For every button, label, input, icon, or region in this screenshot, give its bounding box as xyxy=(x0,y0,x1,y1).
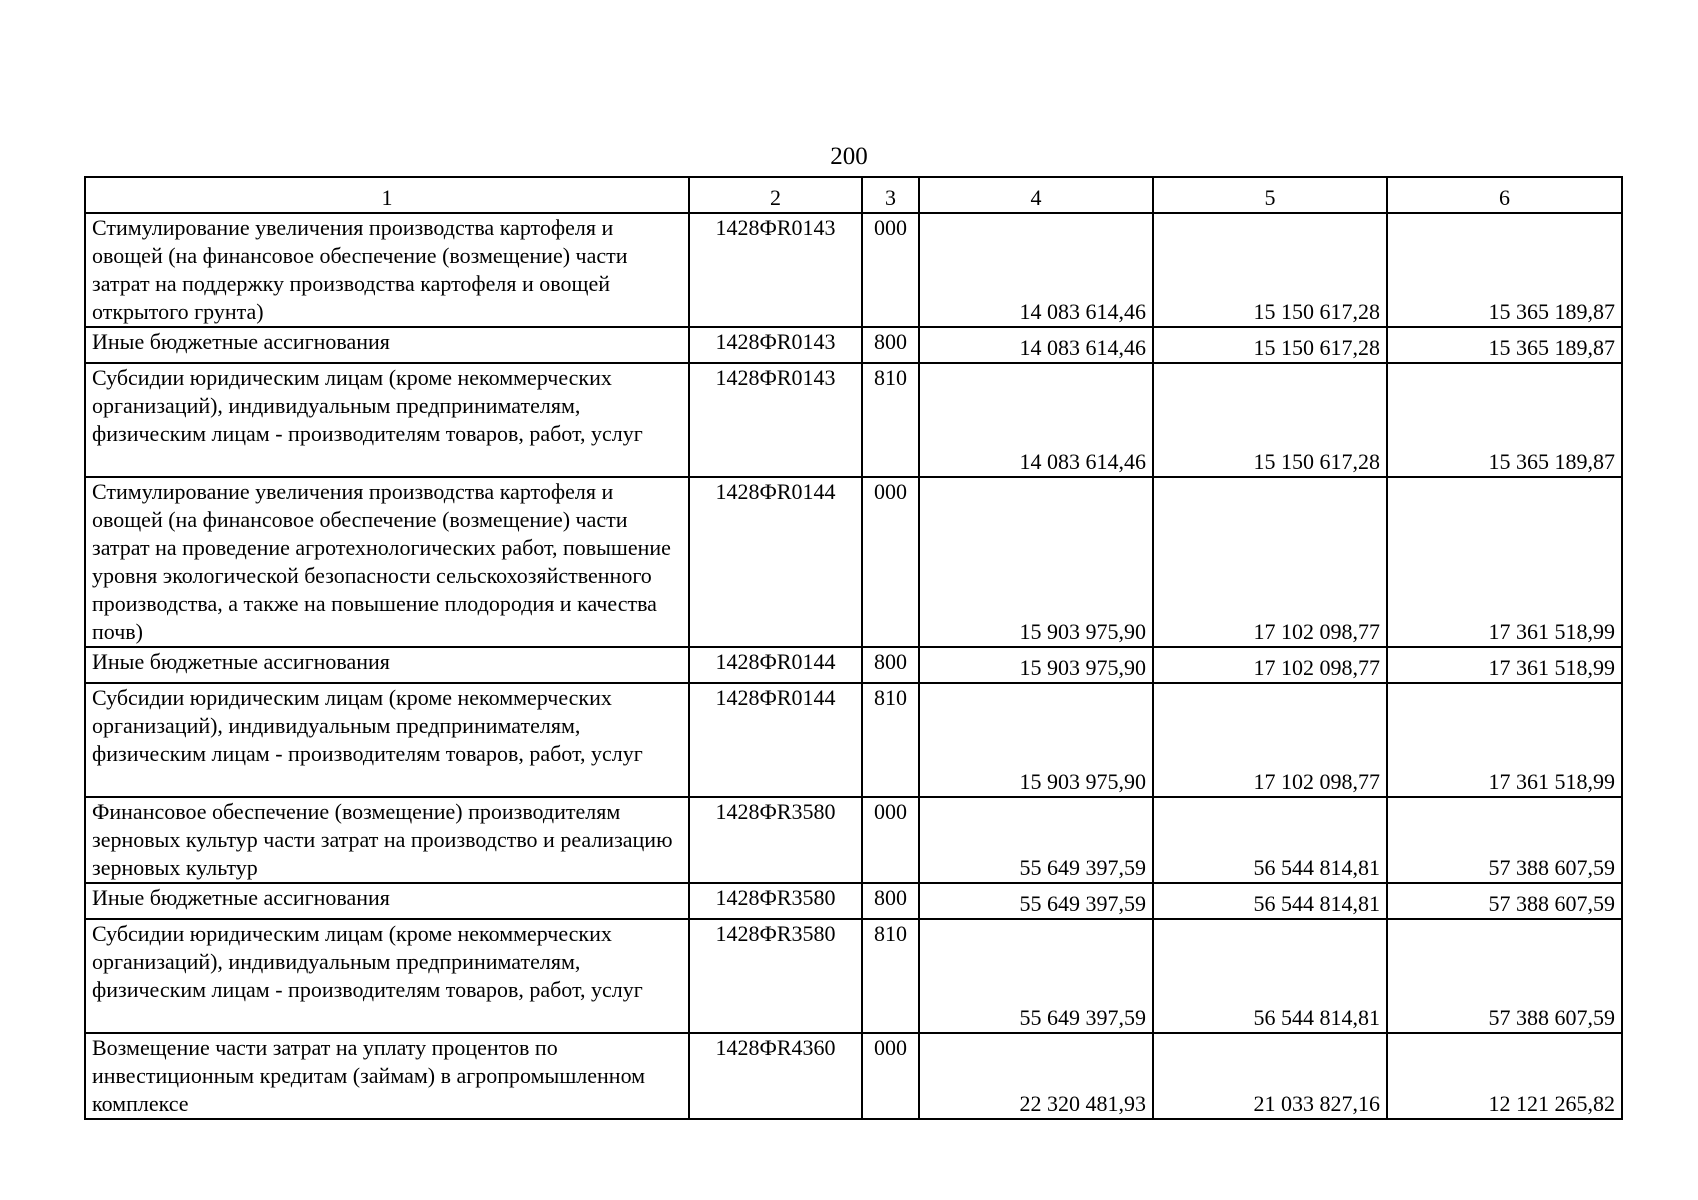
table-row xyxy=(85,883,1622,919)
table-row xyxy=(85,327,1622,363)
row-value-4: 55 649 397,59 xyxy=(919,883,1153,919)
column-header-4: 4 xyxy=(919,177,1153,213)
row-name: Субсидии юридическим лицам (кроме некоммерческих организаций), индивидуальным предпринимателям, физическим лицам - производителям товаров, работ, услуг xyxy=(85,919,689,1033)
row-value-5: 21 033 827,16 xyxy=(1153,1033,1387,1119)
budget-table xyxy=(84,176,1623,1120)
row-value-5: 56 544 814,81 xyxy=(1153,919,1387,1033)
row-value-4: 14 083 614,46 xyxy=(919,363,1153,477)
row-value-4: 15 903 975,90 xyxy=(919,647,1153,683)
row-value-6: 15 365 189,87 xyxy=(1387,363,1622,477)
row-value-6: 57 388 607,59 xyxy=(1387,797,1622,883)
row-name: Стимулирование увеличения производства картофеля и овощей (на финансовое обеспечение (возмещение) части затрат на поддержку производства картофеля и овощей открытого грунта) xyxy=(85,213,689,327)
row-value-5: 15 150 617,28 xyxy=(1153,363,1387,477)
row-value-6: 17 361 518,99 xyxy=(1387,683,1622,797)
row-name: Стимулирование увеличения производства картофеля и овощей (на финансовое обеспечение (возмещение) части затрат на проведение агротехнологических работ, повышение уровня экологической безопасности сельскохозяйственного производства, а также на повышение плодородия и качества почв) xyxy=(85,477,689,647)
row-type: 000 xyxy=(862,477,919,647)
row-value-6: 12 121 265,82 xyxy=(1387,1033,1622,1119)
row-value-5: 15 150 617,28 xyxy=(1153,213,1387,327)
row-name: Иные бюджетные ассигнования xyxy=(85,327,689,363)
row-value-6: 57 388 607,59 xyxy=(1387,919,1622,1033)
page-number: 200 xyxy=(830,143,868,170)
row-value-5: 15 150 617,28 xyxy=(1153,327,1387,363)
row-code: 1428ФR0143 xyxy=(689,327,862,363)
table-row xyxy=(85,919,1622,1033)
row-name: Возмещение части затрат на уплату процентов по инвестиционным кредитам (займам) в агропромышленном комплексе xyxy=(85,1033,689,1119)
row-type: 810 xyxy=(862,919,919,1033)
row-type: 800 xyxy=(862,647,919,683)
column-header-2: 2 xyxy=(689,177,862,213)
row-name: Субсидии юридическим лицам (кроме некоммерческих организаций), индивидуальным предпринимателям, физическим лицам - производителям товаров, работ, услуг xyxy=(85,363,689,477)
row-value-4: 14 083 614,46 xyxy=(919,213,1153,327)
table-row xyxy=(85,477,1622,647)
row-name: Субсидии юридическим лицам (кроме некоммерческих организаций), индивидуальным предпринимателям, физическим лицам - производителям товаров, работ, услуг xyxy=(85,683,689,797)
row-value-6: 17 361 518,99 xyxy=(1387,647,1622,683)
table-row xyxy=(85,647,1622,683)
row-name: Иные бюджетные ассигнования xyxy=(85,883,689,919)
column-header-3: 3 xyxy=(862,177,919,213)
row-code: 1428ФR0143 xyxy=(689,213,862,327)
row-value-4: 15 903 975,90 xyxy=(919,683,1153,797)
column-header-5: 5 xyxy=(1153,177,1387,213)
row-type: 800 xyxy=(862,883,919,919)
row-code: 1428ФR3580 xyxy=(689,919,862,1033)
row-value-5: 56 544 814,81 xyxy=(1153,797,1387,883)
table-row xyxy=(85,683,1622,797)
row-code: 1428ФR4360 xyxy=(689,1033,862,1119)
row-type: 810 xyxy=(862,683,919,797)
table-row xyxy=(85,1033,1622,1119)
row-value-5: 56 544 814,81 xyxy=(1153,883,1387,919)
row-type: 000 xyxy=(862,797,919,883)
row-value-6: 57 388 607,59 xyxy=(1387,883,1622,919)
row-code: 1428ФR3580 xyxy=(689,883,862,919)
row-code: 1428ФR0143 xyxy=(689,363,862,477)
row-name: Иные бюджетные ассигнования xyxy=(85,647,689,683)
row-value-4: 22 320 481,93 xyxy=(919,1033,1153,1119)
column-header-1: 1 xyxy=(85,177,689,213)
row-code: 1428ФR0144 xyxy=(689,647,862,683)
table-row xyxy=(85,213,1622,327)
table-row xyxy=(85,797,1622,883)
column-header-6: 6 xyxy=(1387,177,1622,213)
header-row xyxy=(85,177,1622,213)
row-type: 810 xyxy=(862,363,919,477)
row-value-4: 15 903 975,90 xyxy=(919,477,1153,647)
row-name: Финансовое обеспечение (возмещение) производителям зерновых культур части затрат на производство и реализацию зерновых культур xyxy=(85,797,689,883)
row-type: 800 xyxy=(862,327,919,363)
table-row xyxy=(85,363,1622,477)
row-value-4: 55 649 397,59 xyxy=(919,919,1153,1033)
row-value-5: 17 102 098,77 xyxy=(1153,647,1387,683)
row-value-6: 15 365 189,87 xyxy=(1387,327,1622,363)
row-value-4: 14 083 614,46 xyxy=(919,327,1153,363)
row-value-5: 17 102 098,77 xyxy=(1153,477,1387,647)
row-code: 1428ФR0144 xyxy=(689,477,862,647)
row-code: 1428ФR3580 xyxy=(689,797,862,883)
row-value-6: 15 365 189,87 xyxy=(1387,213,1622,327)
row-code: 1428ФR0144 xyxy=(689,683,862,797)
row-type: 000 xyxy=(862,1033,919,1119)
row-value-4: 55 649 397,59 xyxy=(919,797,1153,883)
row-value-5: 17 102 098,77 xyxy=(1153,683,1387,797)
row-value-6: 17 361 518,99 xyxy=(1387,477,1622,647)
row-type: 000 xyxy=(862,213,919,327)
